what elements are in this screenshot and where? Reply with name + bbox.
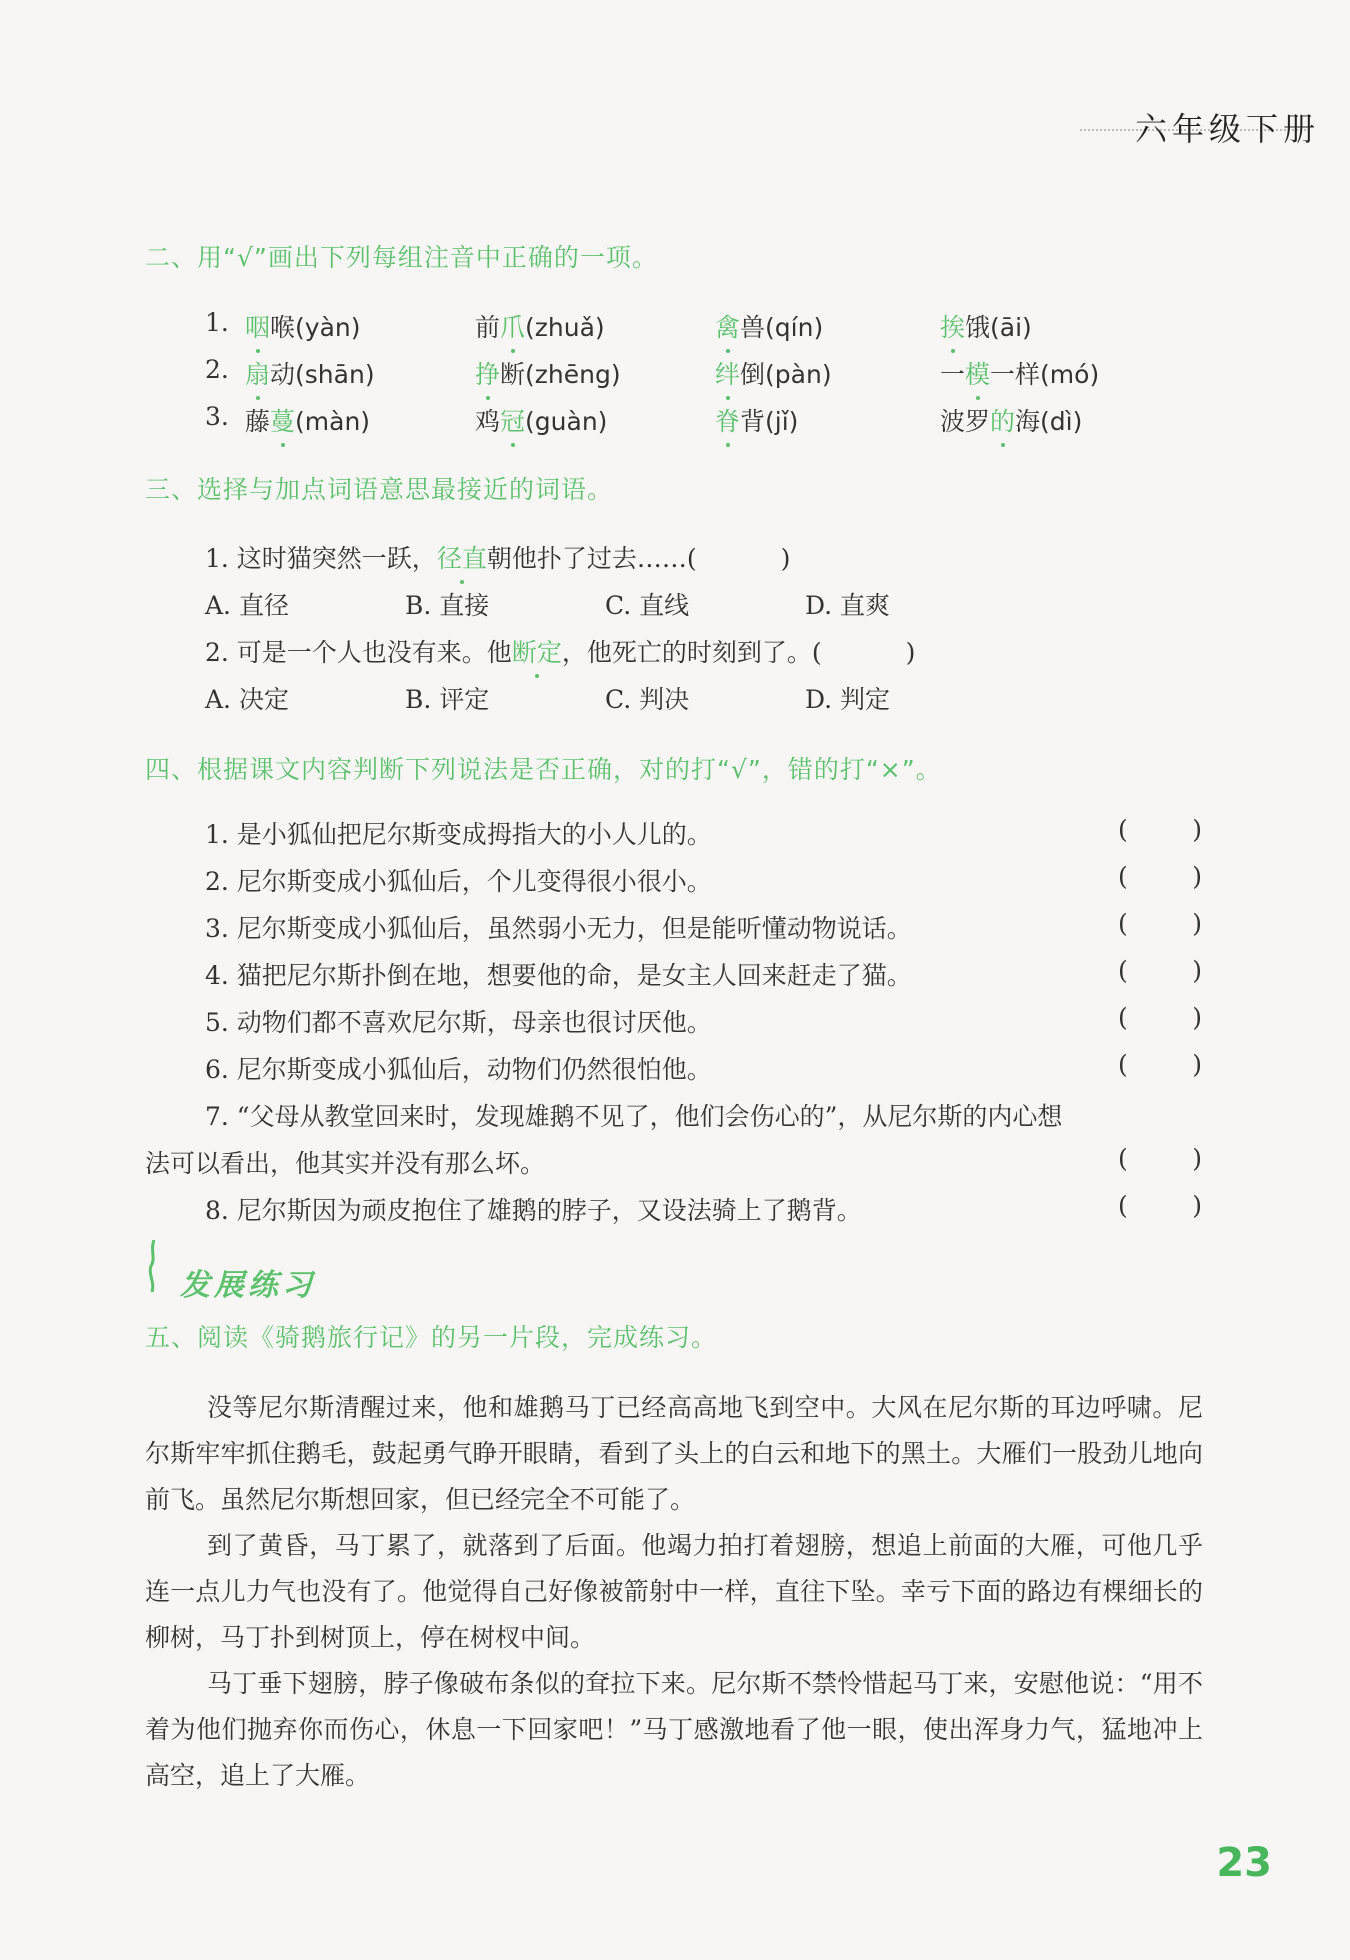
q2-title: 二、用“√”画出下列每组注音中正确的一项。 (145, 243, 658, 272)
dotted-char: 脊 (715, 402, 740, 438)
paren-open: ( (1118, 1144, 1128, 1173)
pinyin-text: (zhēng) (525, 360, 621, 389)
char-text: 波罗 (940, 407, 991, 436)
paren-close: ) (1192, 1144, 1202, 1173)
char-text: 一 (940, 360, 966, 389)
paren-open: ( (1118, 815, 1128, 844)
q3-s1-close: ) (780, 544, 791, 573)
paren-open: ( (1118, 1191, 1128, 1220)
char-text: 动 (270, 360, 296, 389)
pinyin-text: (qín) (765, 313, 824, 342)
q4-title: 四、根据课文内容判断下列说法是否正确，对的打“√”，错的打“×”。 (145, 755, 942, 784)
q3-opt2-b[interactable]: B. 评定 (405, 685, 490, 714)
q2-item[interactable] (245, 402, 370, 438)
q4-item: 3. 尼尔斯变成小狐仙后，虽然弱小无力，但是能听懂动物说话。 (205, 914, 912, 943)
char-text: 藤 (245, 407, 271, 436)
char-text: 前 (475, 313, 501, 342)
paren-open: ( (1118, 862, 1128, 891)
q2-item[interactable] (475, 308, 605, 344)
q2-item[interactable] (245, 308, 361, 344)
paren-close: ) (1192, 956, 1202, 985)
q4-item-7-line2: 法可以看出，他其实并没有那么坏。 (145, 1149, 546, 1178)
pinyin-text: (pàn) (765, 360, 832, 389)
q2-item[interactable] (940, 308, 1032, 344)
q3-opt2-d[interactable]: D. 判定 (805, 685, 891, 714)
q5-title-post: 的另一片段，完成练习。 (431, 1323, 718, 1352)
char-text: 背 (740, 407, 766, 436)
q4-item: 1. 是小狐仙把尼尔斯变成拇指大的小人儿的。 (205, 820, 712, 849)
char-text: 鸡 (475, 407, 501, 436)
q3-sentence-1 (205, 539, 790, 575)
paren-open: ( (1118, 1050, 1128, 1079)
pinyin-text: (jǐ) (765, 407, 799, 436)
pinyin-text: (dì) (1040, 407, 1083, 436)
q3-s2-dot-word: 断定 (512, 633, 562, 669)
leaf-icon (148, 1240, 158, 1292)
development-title: 发展练习 (180, 1268, 316, 1303)
q3-s2-post: ，他死亡的时刻到了。( (561, 638, 822, 667)
q2-item[interactable] (715, 355, 832, 391)
q3-opt1-b[interactable]: B. 直接 (405, 591, 490, 620)
q2-item[interactable] (475, 355, 621, 391)
paren-close: ) (1192, 1191, 1202, 1220)
pinyin-text: (āi) (990, 313, 1032, 342)
dotted-char: 的 (990, 402, 1015, 438)
dotted-char: 爪 (500, 308, 525, 344)
q4-item: 6. 尼尔斯变成小狐仙后，动物们仍然很怕他。 (205, 1055, 712, 1084)
paren-close: ) (1192, 1003, 1202, 1032)
dotted-char: 挨 (940, 308, 965, 344)
char-text: 兽 (740, 313, 766, 342)
paren-open: ( (1118, 956, 1128, 985)
paren-close: ) (1192, 815, 1202, 844)
grade-label: 六年级下册 (1134, 110, 1320, 148)
q3-opt1-c[interactable]: C. 直线 (605, 591, 690, 620)
dotted-char: 冠 (500, 402, 525, 438)
dotted-char: 咽 (245, 308, 270, 344)
q2-row-number: 2. (205, 355, 229, 384)
dotted-char: 绊 (715, 355, 740, 391)
q2-row-number: 1. (205, 308, 229, 337)
dotted-char: 挣 (475, 355, 500, 391)
q3-title: 三、选择与加点词语意思最接近的词语。 (145, 475, 614, 504)
q3-opt2-a[interactable]: A. 决定 (205, 685, 289, 714)
q4-item: 5. 动物们都不喜欢尼尔斯，母亲也很讨厌他。 (205, 1008, 712, 1037)
q3-opt1-a[interactable]: A. 直径 (205, 591, 289, 620)
char-text: 海 (1015, 407, 1041, 436)
paren-open: ( (1118, 1003, 1128, 1032)
q5-title-pre: 五、阅读 (145, 1323, 250, 1352)
pinyin-text: (mó) (1040, 360, 1100, 389)
q3-s1-dot-word: 径直 (437, 539, 487, 575)
q5-title (145, 1318, 717, 1354)
q3-s2-pre: 2. 可是一个人也没有来。他 (205, 638, 512, 667)
q2-item[interactable] (715, 308, 823, 344)
q3-sentence-2 (205, 633, 915, 669)
dotted-char: 模 (965, 355, 990, 391)
q4-item-8: 8. 尼尔斯因为顽皮抱住了雄鹅的脖子，又设法骑上了鹅背。 (205, 1196, 862, 1225)
page-number: 23 (1216, 1840, 1272, 1886)
q3-opt2-c[interactable]: C. 判决 (605, 685, 690, 714)
pinyin-text: (yàn) (295, 313, 361, 342)
pinyin-text: (shān) (295, 360, 375, 389)
q2-item[interactable] (940, 402, 1082, 438)
q2-row-number: 3. (205, 402, 229, 431)
dotted-char: 蔓 (270, 402, 295, 438)
q4-item: 4. 猫把尼尔斯扑倒在地，想要他的命，是女主人回来赶走了猫。 (205, 961, 912, 990)
dotted-char: 禽 (715, 308, 740, 344)
passage-paragraph-3: 马丁垂下翅膀，脖子像破布条似的耷拉下来。尼尔斯不禁怜惜起马丁来，安慰他说：“用不着为他们抛弃你而伤心，休息一下回家吧！”马丁感激地看了他一眼，使出浑身力气，猛地冲上高空，追上了大雁。 (145, 1669, 1203, 1790)
char-text: 一样 (990, 360, 1041, 389)
passage-paragraph-2: 到了黄昏，马丁累了，就落到了后面。他竭力拍打着翅膀，想追上前面的大雁，可他几乎连一点儿力气也没有了。他觉得自己好像被箭射中一样，直往下坠。幸亏下面的路边有棵细长的柳树，马丁扑到树顶上，停在树杈中间。 (145, 1531, 1203, 1652)
q2-item[interactable] (245, 355, 375, 391)
pinyin-text: (màn) (295, 407, 371, 436)
q3-s1-pre: 1. 这时猫突然一跃， (205, 544, 437, 573)
q3-opt1-d[interactable]: D. 直爽 (805, 591, 891, 620)
paren-close: ) (1192, 1050, 1202, 1079)
char-text: 饿 (965, 313, 991, 342)
q2-item[interactable] (715, 402, 798, 438)
pinyin-text: (guàn) (525, 407, 608, 436)
pinyin-text: (zhuǎ) (525, 313, 605, 342)
paren-close: ) (1192, 862, 1202, 891)
q2-item[interactable] (475, 402, 607, 438)
char-text: 断 (500, 360, 526, 389)
q3-s2-close: ) (905, 638, 916, 667)
char-text: 倒 (740, 360, 766, 389)
q2-item[interactable] (940, 355, 1099, 391)
q5-title-book: 《骑鹅旅行记》 (249, 1323, 432, 1352)
reading-passage (145, 1385, 1203, 1799)
q3-s1-post: 朝他扑了过去……( (486, 544, 697, 573)
passage-paragraph-1: 没等尼尔斯清醒过来，他和雄鹅马丁已经高高地飞到空中。大风在尼尔斯的耳边呼啸。尼尔斯牢牢抓住鹅毛，鼓起勇气睁开眼睛，看到了头上的白云和地下的黑土。大雁们一股劲儿地向前飞。虽然尼尔斯想回家，但已经完全不可能了。 (145, 1393, 1203, 1514)
dotted-char: 扇 (245, 355, 270, 391)
q4-item-7-line1: 7. “父母从教堂回来时，发现雄鹅不见了，他们会伤心的”，从尼尔斯的内心想 (205, 1102, 1063, 1131)
paren-open: ( (1118, 909, 1128, 938)
q4-item: 2. 尼尔斯变成小狐仙后，个儿变得很小很小。 (205, 867, 712, 896)
char-text: 喉 (270, 313, 296, 342)
paren-close: ) (1192, 909, 1202, 938)
